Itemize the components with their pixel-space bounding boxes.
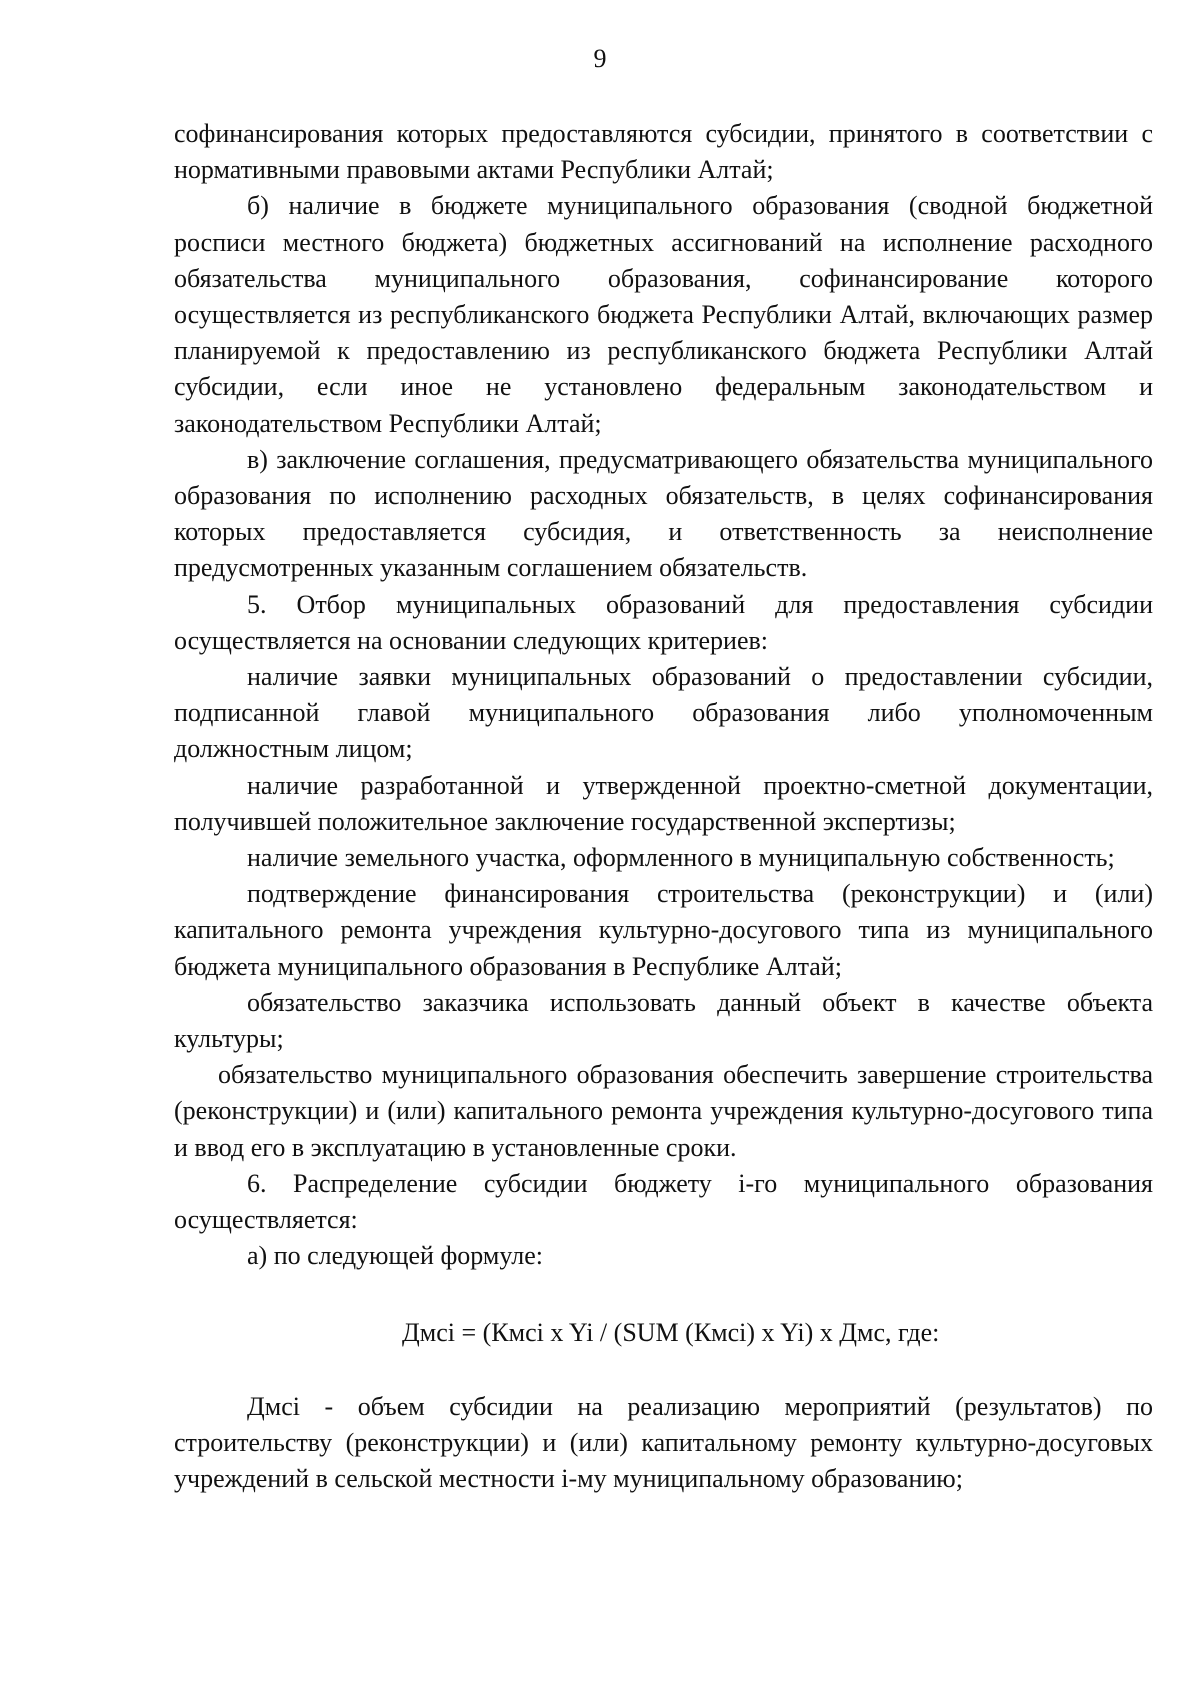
page-number: 9 (593, 44, 607, 73)
criterion-item: наличие земельного участка, оформленного в муниципальную собственность; (247, 843, 1115, 873)
paragraph: б) наличие в бюджете муниципального образования (сводной бюджетной росписи местного бюджета) бюджетных ассигнований на исполнение расходного обязательства муниципального образования, софинансирование которого осуществляется из республиканского бюджета Республики Алтай, включающих размер планируемой к предоставлению из республиканского бюджета Республики Алтай субсидии, если иное не установлено федеральным законодательством и законодательством Республики Алтай; (174, 191, 1153, 438)
paragraph: софинансирования которых предоставляются субсидии, принятого в соответствии с нормативными правовыми актами Республики Алтай; (174, 119, 1153, 185)
paragraph: в) заключение соглашения, предусматривающего обязательства муниципального образования по исполнению расходных обязательств, в целях софинансирования которых предоставляется субсидия, и ответственность за неисполнение предусмотренных указанным соглашением обязательств. (174, 444, 1153, 583)
document-body (174, 116, 1153, 1497)
criterion-item: наличие разработанной и утвержденной проектно-сметной документации, получившей положительное заключение государственной экспертизы; (174, 770, 1153, 836)
criterion-item: обязательство заказчика использовать данный объект в качестве объекта культуры; (174, 987, 1153, 1054)
formula: Дмсi = (Кмсi x Yi / (SUM (Кмсi) x Yi) x Дмс, где: (402, 1317, 940, 1347)
criterion-item: подтверждение финансирования строительства (реконструкции) и (или) капитального ремонта учреждения культурно-досугового типа из муниципального бюджета муниципального образования в Республике Алтай; (174, 879, 1153, 981)
paragraph: 5. Отбор муниципальных образований для предоставления субсидии осуществляется на основании следующих критериев: (174, 589, 1153, 655)
paragraph: 6. Распределение субсидии бюджету i-го муниципального образования осуществляется: (174, 1168, 1153, 1235)
paragraph: а) по следующей формуле: (247, 1241, 543, 1271)
criterion-item: наличие заявки муниципальных образований о предоставлении субсидии, подписанной главой муниципального образования либо уполномоченным должностным лицом; (174, 662, 1153, 764)
definition: Дмсi - объем субсидии на реализацию мероприятий (результатов) по строительству (реконструкции) и (или) капитальному ремонту культурно-досуговых учреждений в сельской местности i-му муниципальному образованию; (174, 1391, 1153, 1493)
criterion-item: обязательство муниципального образования обеспечить завершение строительства (реконструкции) и (или) капитального ремонта учреждения культурно-досугового типа и ввод его в эксплуатацию в установленные сроки. (174, 1060, 1153, 1162)
